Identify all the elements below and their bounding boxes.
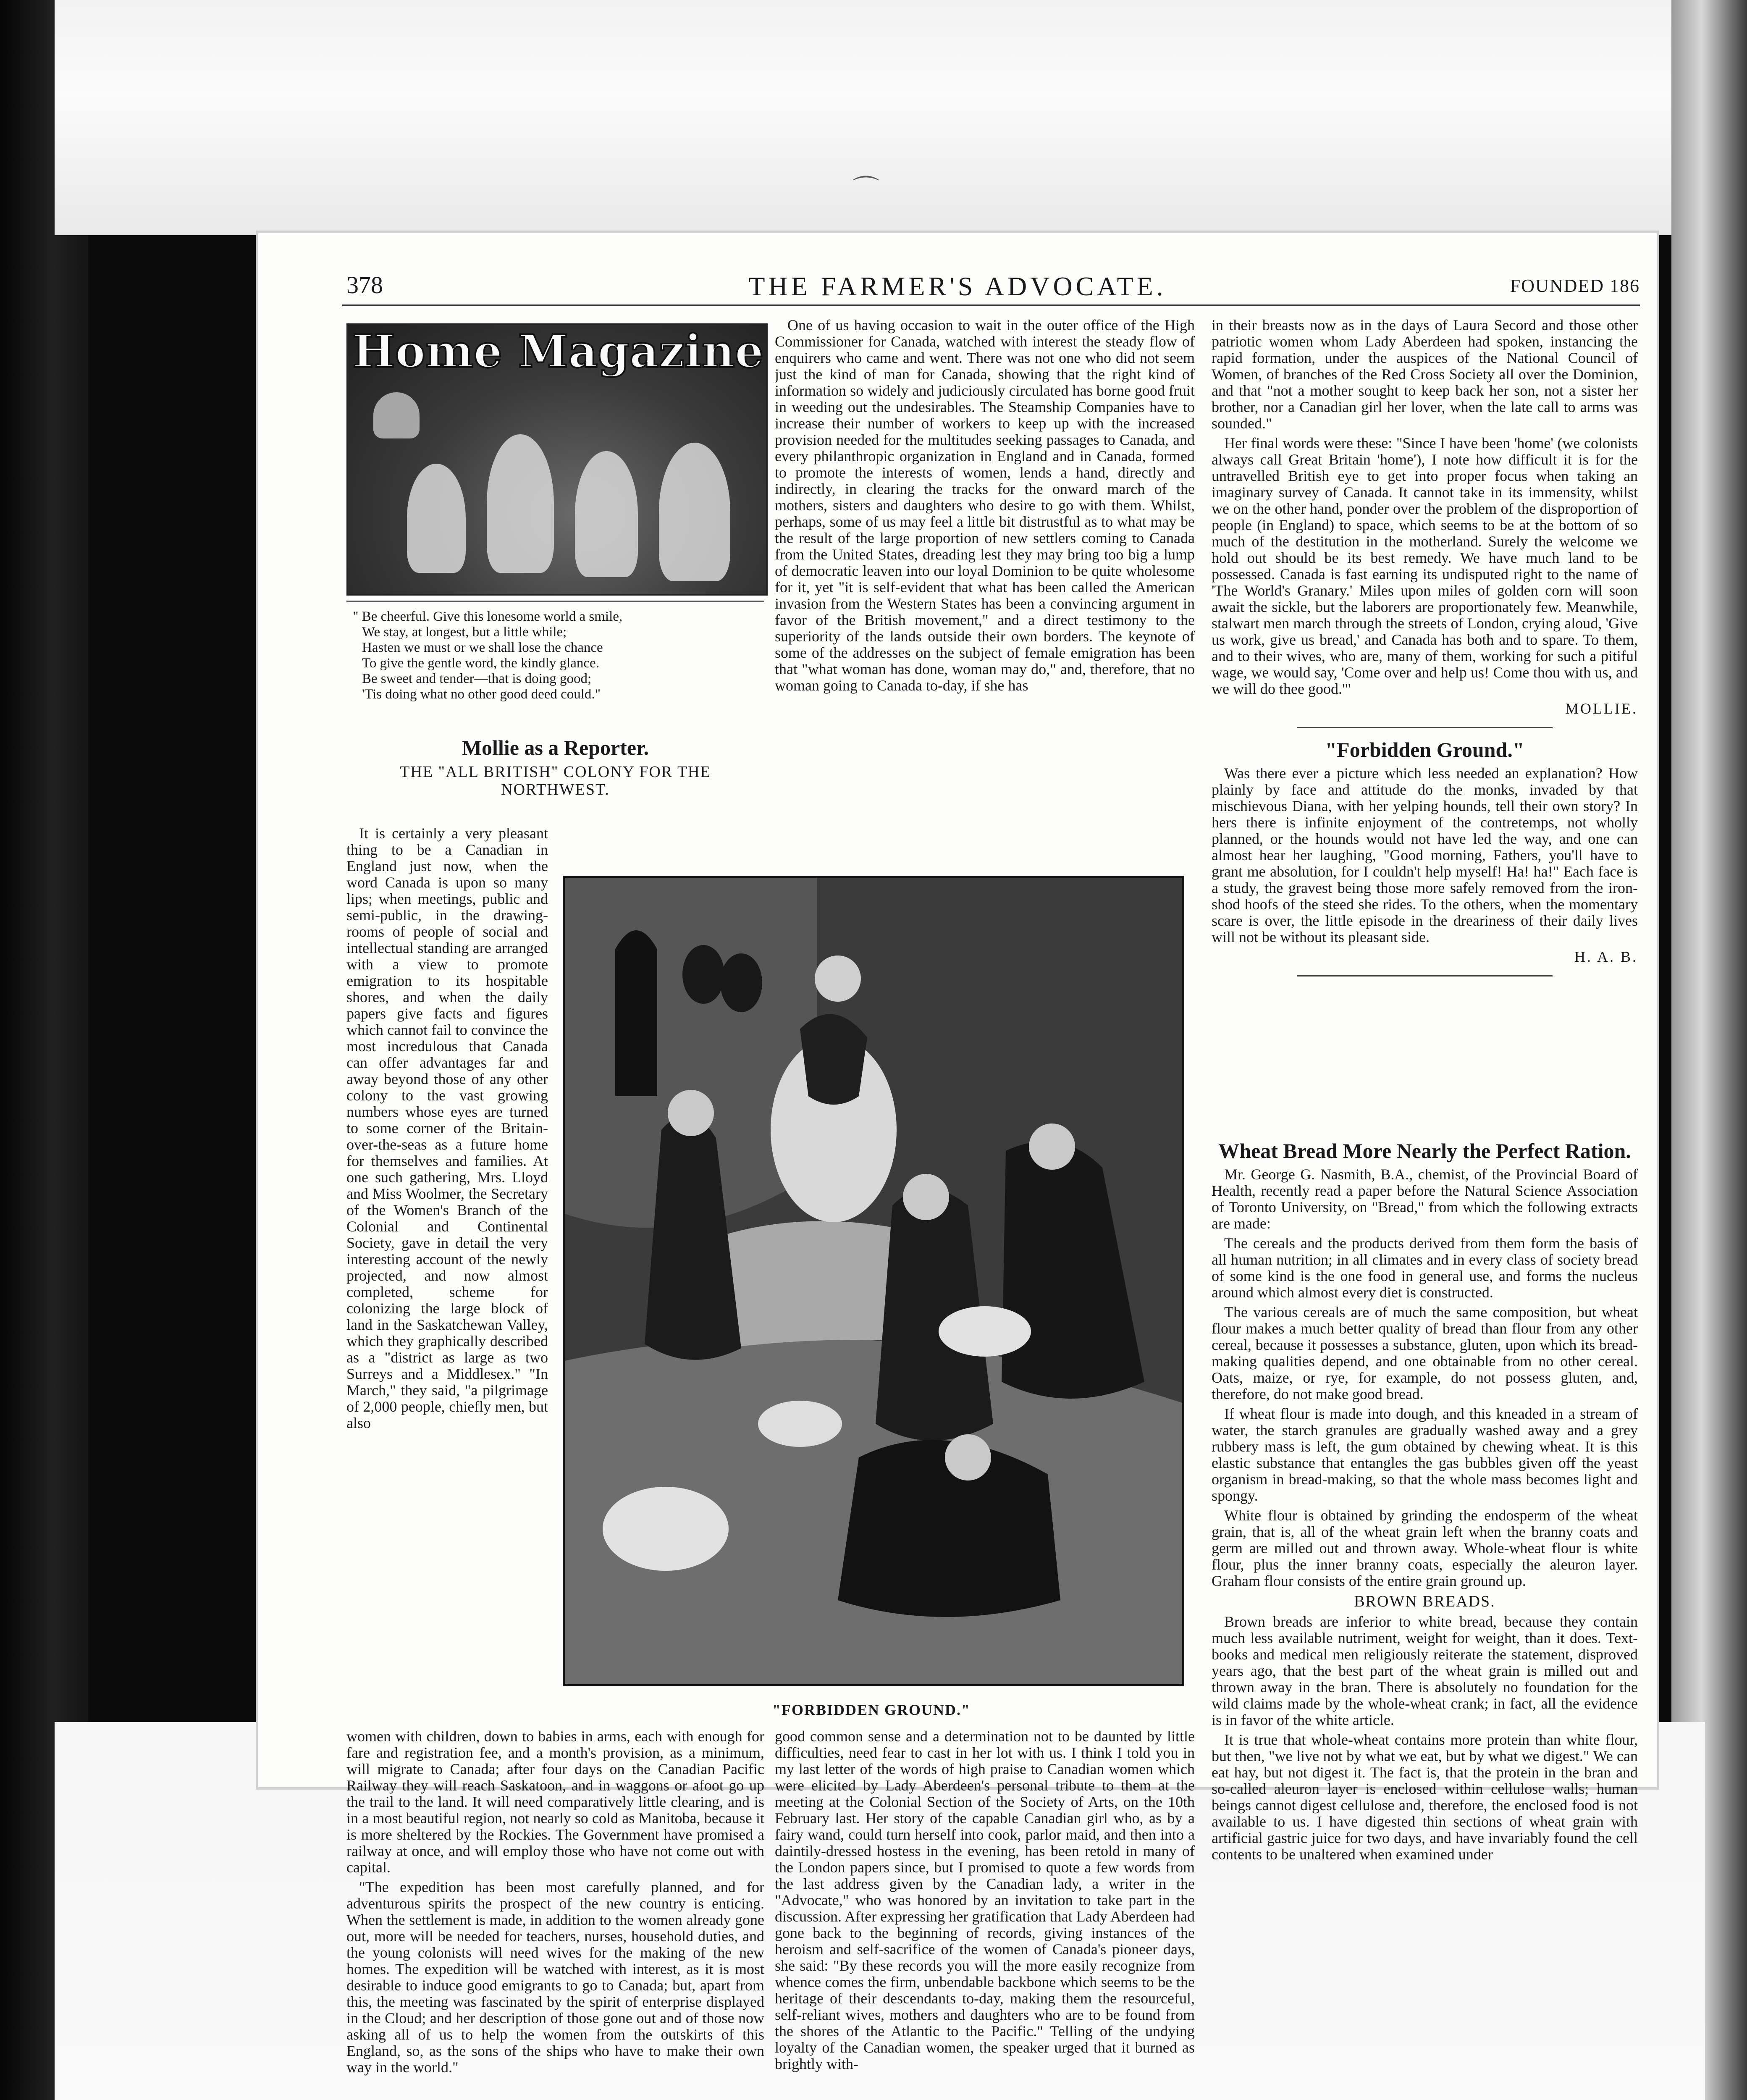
section-rule (1297, 975, 1553, 976)
masthead: THE FARMER'S ADVOCATE. (748, 271, 1167, 301)
banner-figure (659, 443, 730, 581)
founded-note: FOUNDED 186 (1510, 276, 1640, 296)
wheat-heading: Wheat Bread More Nearly the Perfect Ration. (1218, 1139, 1631, 1163)
forbidden-ground-illustration (563, 876, 1184, 1686)
poem-rule (346, 601, 764, 602)
paragraph: The various cereals are of much the same composition, but wheat flour makes a much better quality of bread than flour from any other cereal, because it possesses a substance, gluten, upon which its bread-making qualities depend, and one obtainable from no other cereal. Oats, maize, or rye, for example, do not possess gluten, and, therefore, do not make good bread. (1212, 1304, 1638, 1402)
paragraph: Brown breads are inferior to white bread, because they contain much less available nutriment, weight for weight, than it does. Text-books and medical men religiously reiterate the statement, disproved years ago, that the best part of the wheat grain is milled out and thrown away in the bran. There is absolutely no foundation for the wild claims made by the whole-wheat crank; in fact, all the evidence is in favor of the white article. (1212, 1613, 1638, 1728)
paragraph: It is certainly a very pleasant thing to be a Canadian in England just now, when the word Canada is upon so many lips; when meetings, public and semi-public, in the drawing-rooms of people of social and intellectual standing are arranged with a view to promote emigration to its hospitable shores, and when the daily papers give facts and figures which cannot fail to convince the most incredulous that Canada can offer advantages far and away beyond those of any other colony to the vast growing numbers whose eyes are turned to some corner of the Britain-over-the-seas as a future home for themselves and families. At one such gathering, Mrs. Lloyd and Miss Woolmer, the Secretary of the Women's Branch of the Colonial and Continental Society, gave in detail the very interesting account of the newly projected, and now almost completed, scheme for colonizing the large block of land in the Saskatchewan Valley, which they graphically described as a "district as large as two Surreys and a Middlesex." "In March," they said, "a pilgrimage of 2,000 people, chiefly men, but also (346, 825, 548, 1431)
paragraph: If wheat flour is made into dough, and this kneaded in a stream of water, the starch granules are gradually washed away and a grey rubbery mass is left, the gum obtained by chewing wheat. It is this elastic substance that entangles the gas bubbles given off the yeast organism in bread-making, so that the whole mass becomes light and spongy. (1212, 1405, 1638, 1504)
poem-line: We stay, at longest, but a little while; (362, 625, 567, 640)
paragraph: Mr. George G. Nasmith, B.A., chemist, of the Provincial Board of Health, recently read a paper before the Natural Science Association of Toronto University, on "Bread," from which the following extracts are made: (1212, 1166, 1638, 1232)
paragraph: One of us having occasion to wait in the outer office of the High Commissioner for Canada, watched with interest the steady flow of enquirers who came and went. There was not one who did not seem just the kind of man for Canada, showing that the right kind of information so widely and judiciously circulated has borne good fruit in weeding out the undesirables. The Steamship Companies have to increase their number of workers to keep up with the increased provision needed for the multitudes seeking passages to Canada, and every philanthropic organization in England and in Canada, formed to promote the interests of women, lends a hand, directly and indirectly, in clearing the tracks for the onward march of the mothers, sisters and daughters who desire to go with them. Whilst, perhaps, some of us may feel a little bit distrustful as to what may be the result of the large proportion of new settlers coming to Canada from the United States, dreading lest they may bring too big a lump of democratic leaven into our loyal Dominion to be quite wholesome for it, yet "it is self-evident that what has been called the American invasion from the Western States has been a convincing argument in favor of the British movement," and a direct testimony to the superiority of the lands outside their own borders. The keynote of some of the addresses on the subject of female emigration has been that "what woman has done, woman may do," and, therefore, that no woman going to Canada to-day, if she has (775, 317, 1195, 694)
header-rule (342, 304, 1640, 306)
illustration-caption: "FORBIDDEN GROUND." (772, 1701, 971, 1718)
banner-title: Home Magazine (352, 325, 764, 378)
poem-line: 'Tis doing what no other good deed could." (362, 687, 601, 702)
banner-figure (575, 451, 638, 577)
page-number: 378 (346, 271, 383, 299)
mollie-left-column (346, 825, 548, 1720)
forbidden-heading: "Forbidden Ground." (1325, 738, 1524, 761)
brown-breads-subhead: BROWN BREADS. (1354, 1593, 1495, 1610)
poem-line: Be sweet and tender—that is doing good; (362, 671, 592, 686)
scan-background-top (55, 0, 1705, 235)
paragraph: good common sense and a determination not to be daunted by little difficulties, need fear to cast in her lot with us. I think I told you in my last letter of the words of high praise to Canadian women which were elicited by Lady Aberdeen's personal tribute to them at the meeting at the Colonial Section of the Society of Arts, on the 10th February last. Her story of the capable Canadian girl who, as by a fairy wand, could turn herself into cook, parlor maid, and then into a daintily-dressed hostess in the evening, has been retold in many of the London papers since, but I promised to quote a few words from the last address given by the Canadian lady, a writer in the "Advocate," who was honored by an invitation to take part in the discussion. After expressing her gratification that Lady Aberdeen had gone back to the beginning of records, giving instances of the heroism and self-sacrifice of the women of Canada's pioneer days, she said: "By these records you will the more easily recognize from whence comes the firm, unbendable backbone which seems to be the heritage of their descendants to-day, making them the resourceful, self-reliant wives, mothers and daughters who are to be found from the shores of the Atlantic to the Pacific." Telling of the undying loyalty of the Canadian women, the speaker urged that it burned as brightly with- (775, 1728, 1195, 2072)
poem-line: " Be cheerful. Give this lonesome world a smile, (353, 609, 623, 624)
paragraph: It is true that whole-wheat contains more protein than white flour, but then, "we live not by what we eat, but by what we digest." We can eat hay, but not digest it. The fact is, that the protein in the bran and so-called aleuron layer is enclosed within cellulose walls; human beings cannot digest cellulose and, therefore, the enclosed food is not available to us. I have digested thin sections of wheat grain with artificial gastric juice for two days, and have invariably found the cell contents to be unaltered when examined under (1212, 1731, 1638, 1863)
poem-line: Hasten we must or we shall lose the chance (362, 640, 603, 655)
article-heading: Mollie as a Reporter. (462, 736, 649, 759)
mollie-bottom-left-column (346, 1728, 764, 2100)
mollie-middle-top-column (775, 317, 1195, 867)
section-rule (1297, 727, 1553, 728)
illustration-art (565, 878, 1182, 1684)
article-subheading: THE "ALL BRITISH" COLONY FOR THE NORTHWEST. (400, 763, 711, 798)
scan-pencil-mark: ⌒ (853, 175, 879, 205)
home-magazine-banner (346, 323, 768, 596)
paragraph: "The expedition has been most carefully planned, and for adventurous spirits the prospect of the new country is enticing. When the settlement is made, in addition to the women already gone out, more will be needed for teachers, nurses, household duties, and the young colonists will need wives for the making of the new homes. The expedition will be watched with interest, as it is most desirable to induce good emigrants to go to Canada; but, apart from this, the meeting was fascinated by the spirit of enterprise displayed in the Cloud; and her description of those gone out and of those now asking all of us to help the women from the outskirts of this England, so, as the sons of the ships who have to make their own way in the world." (346, 1879, 764, 2076)
paragraph: White flour is obtained by grinding the endosperm of the wheat grain, that is, all of the wheat grain left when the branny coats and germ are milled out and thrown away. Whole-wheat flour is white flour, plus the inner branny coats, especially the aleuron layer. Graham flour consists of the entire grain ground up. (1212, 1507, 1638, 1589)
paragraph: The cereals and the products derived from them form the basis of all human nutrition; in all climates and in every class of society bread of some kind is the one food in general use, and forms the nucleus around which almost every diet is constructed. (1212, 1235, 1638, 1301)
newspaper-page (258, 233, 1657, 2076)
wheat-bread-column (1212, 1132, 1638, 2100)
mollie-header (346, 729, 764, 802)
poem (353, 609, 758, 702)
paragraph: in their breasts now as in the days of Laura Secord and those other patriotic women whom Lady Aberdeen had spoken, instancing the rapid formation, under the auspices of the National Council of Women, of branches of the Red Cross Society all over the Dominion, and that "not a mother sought to keep back her son, not a sister her brother, nor a Canadian girl her lover, when the late call to arms was sounded." (1212, 317, 1638, 432)
right-column-top (1212, 317, 1638, 1098)
banner-figure (487, 434, 554, 573)
banner-lamp (373, 392, 420, 438)
paragraph: women with children, down to babies in arms, each with enough for fare and registration fee, and a month's provision, as a minimum, will migrate to Canada; after four days on the Canadian Pacific Railway they will reach Saskatoon, and in waggons or afoot go up the trail to the land. It will need comparatively little clearing, and is in a most beautiful region, not nearly so cold as Manitoba, because it is more sheltered by the Rockies. The Government have promised a railway at once, and will employ those who have not come out with capital. (346, 1728, 764, 1876)
poem-line: To give the gentle word, the kindly glance. (362, 656, 599, 671)
mollie-middle-bottom-column (775, 1728, 1195, 2100)
signature-hab: H. A. B. (1574, 948, 1638, 965)
paragraph: Was there ever a picture which less needed an explanation? How plainly by face and attitude do the monks, invaded by that mischievous Diana, with her yelping hounds, tell their own story? In hers there is infinite enjoyment of the contretemps, not wholly planned, or the hounds would not have led the way, and one can almost hear her laughing, "Good morning, Fathers, you'll have to grant me absolution, for I couldn't help myself! Ha! ha!" Each face is a study, the gravest being those more safely removed from the iron-shod hoofs of the steed she rides. To the others, when the momentary scare is over, the little episode in the dreariness of their daily lives will not be without its pleasant side. (1212, 765, 1638, 945)
banner-figure (407, 464, 466, 573)
signature-mollie: MOLLIE. (1565, 700, 1638, 717)
paragraph: Her final words were these: "Since I have been 'home' (we colonists always call Great Britain 'home'), I note how difficult it is for the untravelled British eye to get into proper focus when taking an imaginary survey of Canada. It cannot take in its immensity, whilst we on the other hand, ponder over the problem of the disproportion of people (in England) to space, which seems to be at the bottom of so much of the destitution in the motherland. Surely the welcome we hold out should be its best remedy. We have much land to be possessed. Canada is fast earning its undisputed right to the name of 'The World's Granary.' Miles upon miles of golden corn will soon await the sickle, but the laborers are proportionately few. Meanwhile, stalwart men march through the streets of London, crying aloud, 'Give us work, give us bread,' and Canada has both and to spare. To them, and to their wives, who are, many of them, working for such a pitiful wage, we would say, 'Come over and help us! Come thou with us, and we will do thee good.'" (1212, 435, 1638, 697)
